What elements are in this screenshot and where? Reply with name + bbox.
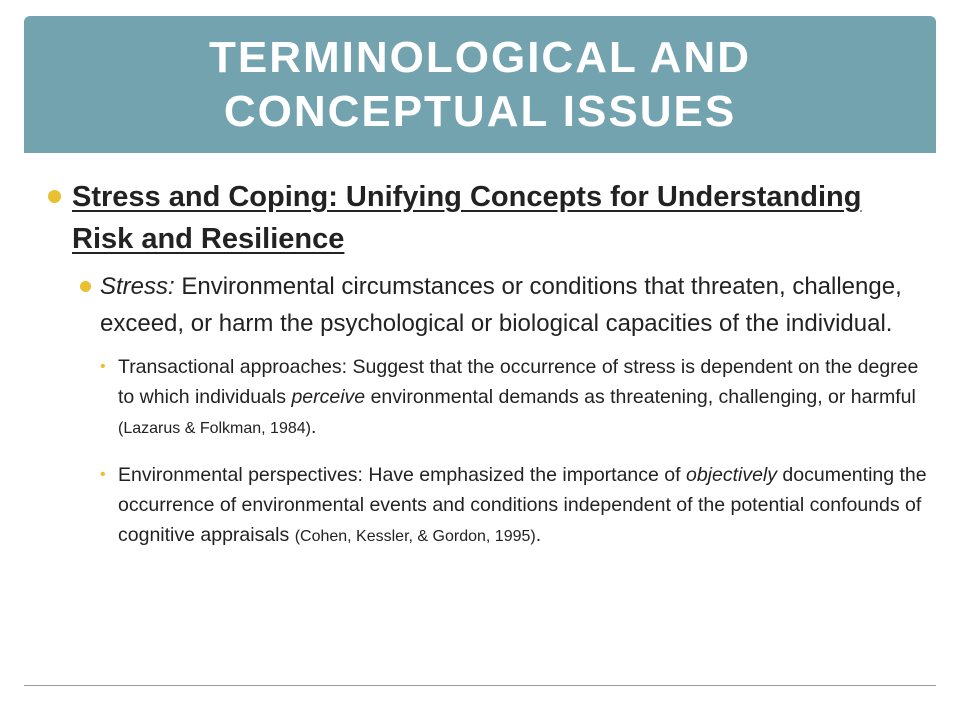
bullet-icon: • [100,358,106,375]
transactional-rest: environmental demands as threatening, challenging, or harmful [365,386,916,408]
environmental-citation: (Cohen, Kessler, & Gordon, 1995) [294,528,536,545]
bullet-dot-icon [48,190,61,203]
bullet-icon: • [100,466,106,483]
footer-divider [24,685,936,686]
slide-title-line-2: CONCEPTUAL ISSUES [223,86,737,136]
main-bullet [48,176,928,260]
transactional-emphasis: perceive [291,386,366,408]
stress-definition: Environmental circumstances or conditions that threaten, challenge, exceed, or harm the psychological or biological capacities of the individual. [100,273,902,337]
stress-definition-bullet [80,268,928,342]
title-banner [24,16,936,153]
transactional-citation: (Lazarus & Folkman, 1984) [118,420,311,437]
environmental-bullet [100,460,928,552]
transactional-lead: Transactional approaches: Suggest that the occurrence of stress is dependent on the degree to which individuals [118,356,919,408]
environmental-emphasis: objectively [685,464,778,486]
bullet-dot-icon [80,281,91,292]
environmental-end: . [535,524,542,546]
transactional-bullet [100,352,928,444]
environmental-rest: documenting the occurrence of environmental events and conditions independent of the potential confounds of cognitive appraisals [118,464,927,546]
transactional-end: . [310,416,317,438]
main-heading: Stress and Coping: Unifying Concepts for Understanding Risk and Resilience [72,181,862,255]
environmental-lead: Environmental perspectives: Have emphasized the importance of [118,464,686,486]
stress-term: Stress: [100,273,175,300]
slide-title-line-1: TERMINOLOGICAL AND [209,32,751,82]
slide-body [48,176,928,552]
